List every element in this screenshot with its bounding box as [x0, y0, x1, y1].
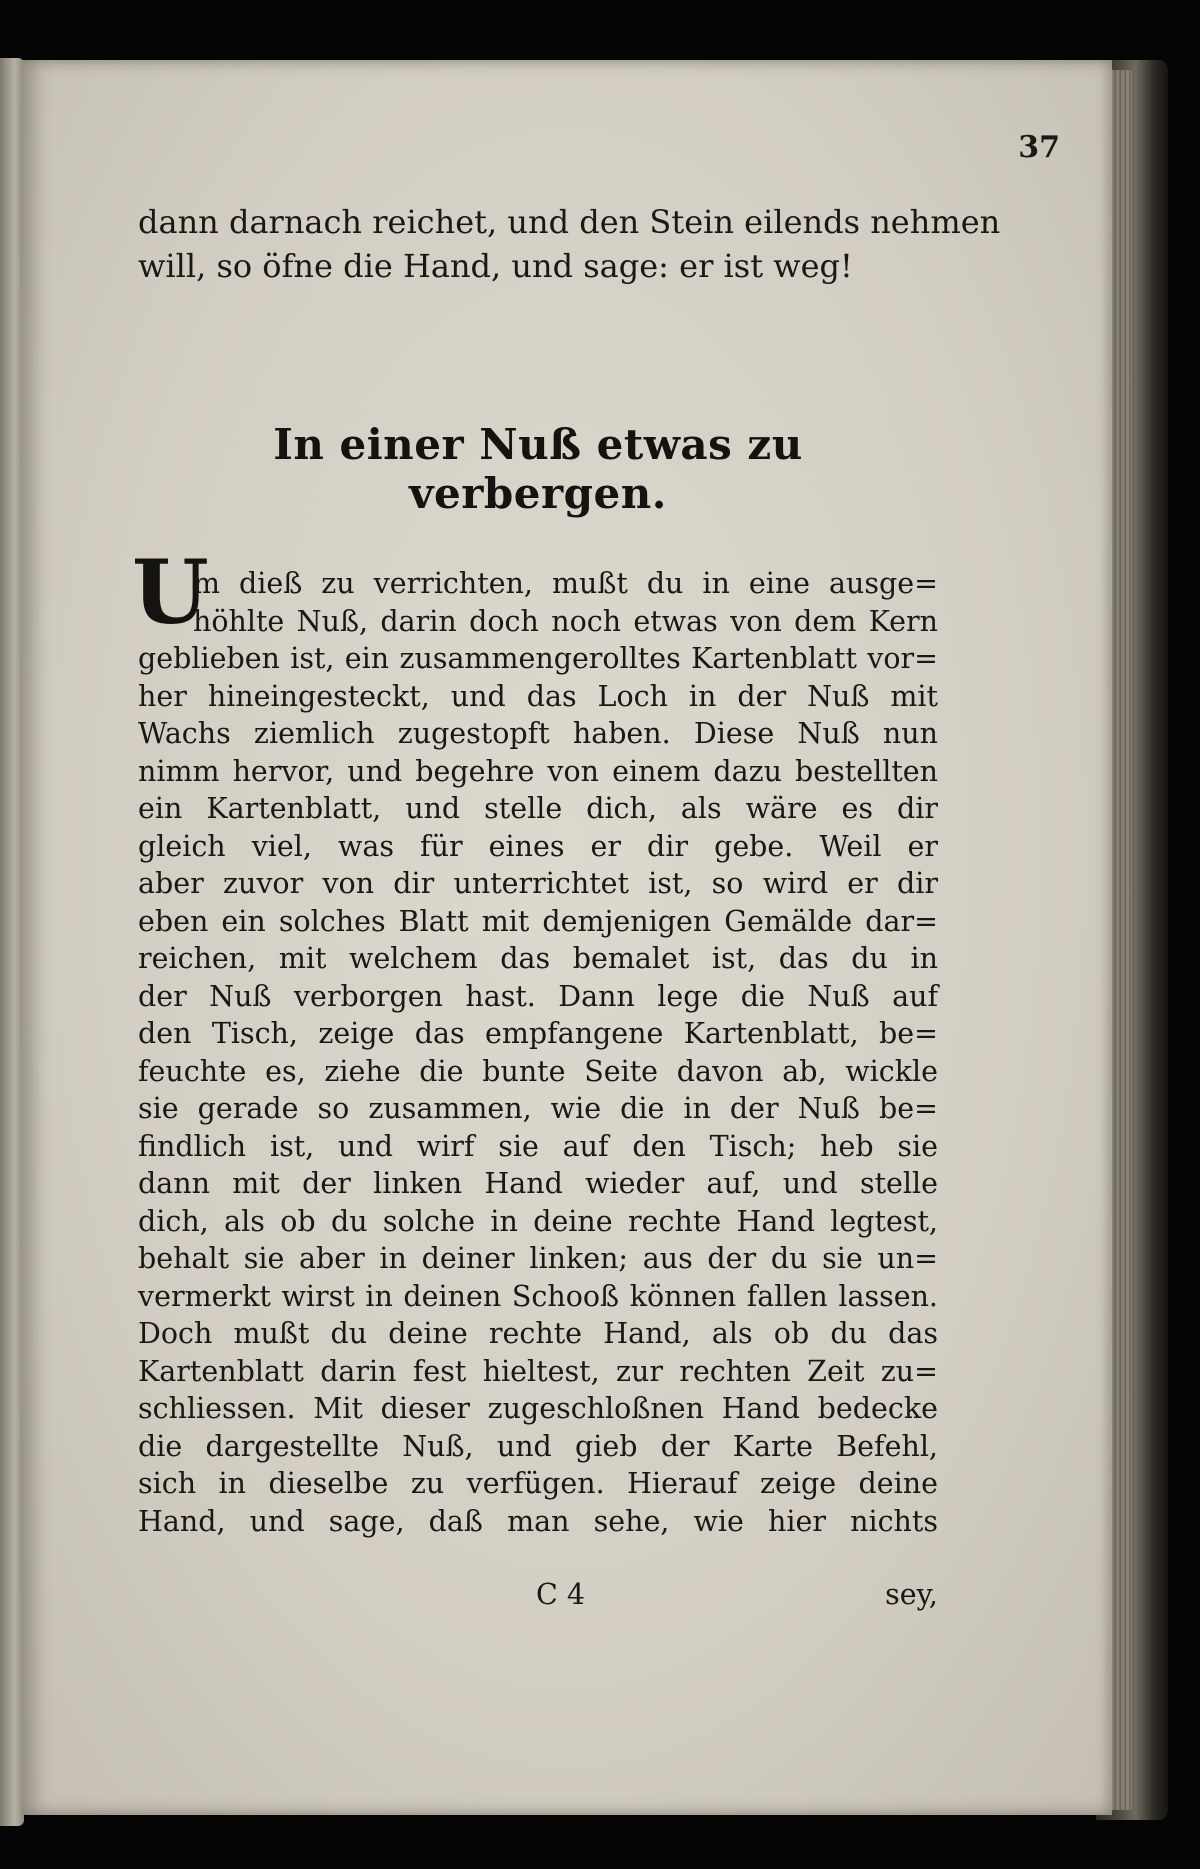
text-line: will, so öfne die Hand, und sage: er ist weg! — [138, 247, 853, 285]
text-line: feuchte es, ziehe die bunte Seite davon ab, wickle — [138, 1054, 938, 1088]
text-line: nimm hervor, und begehre von einem dazu bestellten — [138, 754, 938, 788]
text-line: Hand, und sage, daß man sehe, wie hier nichts — [138, 1504, 938, 1538]
text-line: m dieß zu verrichten, mußt du in eine ausge= — [193, 567, 938, 600]
text-line: Wachs ziemlich zugestopft haben. Diese Nuß nun — [138, 717, 938, 750]
text-line: geblieben ist, ein zusammengerolltes Kartenblatt vor= — [138, 642, 938, 675]
left-page-edge — [0, 58, 24, 1826]
text-line: her hineingesteckt, und das Loch in der Nuß mit — [138, 679, 938, 713]
text-line: dann mit der linken Hand wieder auf, und stelle — [138, 1167, 938, 1200]
top-text-lines — [138, 200, 1001, 288]
text-line: gleich viel, was für eines er dir gebe. Weil er — [138, 829, 938, 863]
text-line: reichen, mit welchem das bemalet ist, das du in — [138, 942, 938, 975]
text-line: dann darnach reichet, und den Stein eilends nehmen — [138, 203, 1001, 241]
text-line: findlich ist, und wirf sie auf den Tisch; heb sie — [138, 1129, 938, 1163]
text-line: Doch mußt du deine rechte Hand, als ob du das — [138, 1317, 938, 1350]
section-heading: In einer Nuß etwas zu verbergen. — [273, 420, 803, 518]
text-line: dich, als ob du solche in deine rechte Hand legtest, — [138, 1204, 938, 1238]
text-line: schliessen. Mit dieser zugeschloßnen Hand bedecke — [138, 1392, 938, 1425]
text-line: den Tisch, zeige das empfangene Kartenblatt, be= — [138, 1017, 938, 1050]
text-line: die dargestellte Nuß, und gieb der Karte Befehl, — [138, 1429, 938, 1463]
body-paragraph — [138, 565, 938, 1540]
text-line: eben ein solches Blatt mit demjenigen Gemälde dar= — [138, 904, 938, 938]
text-line: Kartenblatt darin fest hieltest, zur rechten Zeit zu= — [138, 1354, 938, 1388]
text-line: der Nuß verborgen hast. Dann lege die Nuß auf — [138, 979, 938, 1013]
catchword: sey, — [885, 1578, 938, 1611]
text-line: behalt sie aber in deiner linken; aus der du sie un= — [138, 1242, 938, 1275]
text-line: sich in dieselbe zu verfügen. Hierauf zeige deine — [138, 1467, 938, 1500]
signature-mark: C 4 — [536, 1578, 585, 1611]
text-line: aber zuvor von dir unterrichtet ist, so wird er dir — [138, 867, 938, 900]
text-line: sie gerade so zusammen, wie die in der Nuß be= — [138, 1092, 938, 1125]
page-footer — [138, 1578, 938, 1618]
text-line: ein Kartenblatt, und stelle dich, als wäre es dir — [138, 792, 938, 825]
drop-cap: U — [132, 540, 209, 644]
page-number: 37 — [1018, 130, 1060, 165]
text-line: höhlte Nuß, darin doch noch etwas von dem Kern — [193, 604, 938, 638]
text-line: vermerkt wirst in deinen Schooß können fallen lassen. — [138, 1279, 938, 1313]
